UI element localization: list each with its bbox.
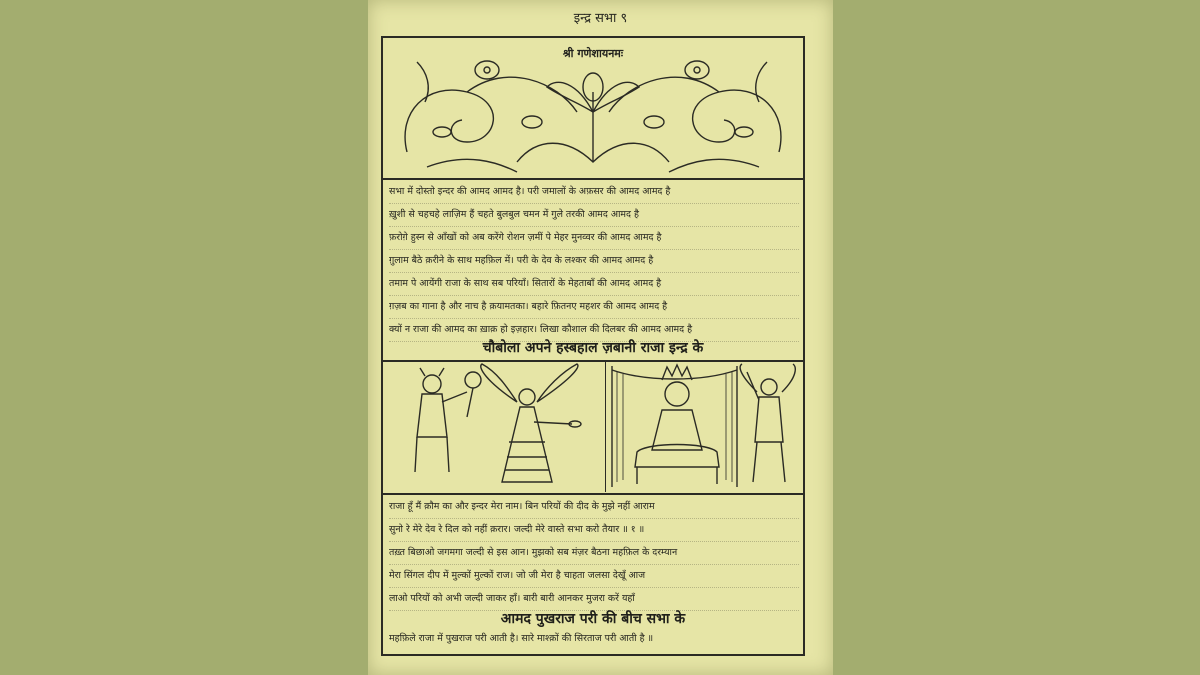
invocation-text: श्री गणेशायनमः	[562, 47, 624, 60]
winged-fairy-figure	[481, 364, 581, 482]
divider	[383, 178, 803, 180]
manuscript-page	[368, 0, 833, 675]
verse-line: ख़ुशी से चहचहे लाज़िम हैं चहते बुलबुल चमन में गुले तरकी आमद आमद है	[389, 204, 799, 227]
section-heading: चौबोला अपने हस्बहाल ज़बानी राजा इन्द्र के	[482, 340, 704, 356]
verse-line: ग़ुलाम बैठे क़रीने के साथ महफ़िल में। परी के देव के लश्कर की आमद आमद है	[389, 250, 799, 273]
verse-line: सुनो रे मेरे देव रे दिल को नहीं क़रार। जल्दी मेरे वास्ते सभा करो तैयार ॥ १ ॥	[389, 519, 799, 542]
illustration-demon-and-fairy	[387, 362, 605, 492]
section-heading: आमद पुखराज परी की बीच सभा के	[500, 611, 686, 627]
enthroned-raja-figure	[635, 365, 719, 484]
illustration-divider	[605, 362, 606, 492]
verse-line: फ़रोग़े हुस्न से आँखों को अब करेंगे रोशन ज़मीं पे मेहर मुनव्वर की आमद आमद है	[389, 227, 799, 250]
illustration-raja-enthroned	[607, 362, 799, 492]
winged-attendant-figure	[740, 364, 795, 482]
verse-line: महफ़िले राजा में पुखराज परी आती है। सारे माश्क़ों की सिरताज परी आती है ॥	[389, 633, 654, 644]
verse-line: लाओ परियों को अभी जल्दी जाकर हाँ। बारी बारी आनकर मुजरा करें यहाँ	[389, 588, 799, 611]
verse-line: ग़ज़ब का गाना है और नाच है क़यामतका। बहारे फ़ितनए महशर की आमद आमद है	[389, 296, 799, 319]
page-frame	[381, 36, 805, 656]
running-header: इन्द्र सभा ९	[573, 11, 628, 26]
verse-line: क्यों न राजा की आमद का ख़ाक़ हो इज़हार। लिखा कौशाल की दिलबर की आमद आमद है	[389, 319, 799, 342]
verse-line: मेरा सिंगल दीप में मुल्कों मुल्कों राज। जो जी मेरा है चाहता जलसा देखूँ आज	[389, 565, 799, 588]
verse-line: राजा हूँ मैं क़ौम का और इन्दर मेरा नाम। बिन परियों की दीद के मुझे नहीं आराम	[389, 496, 799, 519]
verse-line: सभा में दोस्तो इन्दर की आमद आमद है। परी जमालों के अफ़सर की आमद आमद है	[389, 181, 799, 204]
divider	[383, 493, 803, 495]
floral-vine-ornament	[387, 42, 799, 176]
verse-line: तख़्त बिछाओ जगमगा जल्दी से इस आन। मुझको सब मंज़र बैठना महफ़िल के दरम्यान	[389, 542, 799, 565]
verse-line: तमाम पे आयेंगी राजा के साथ सब परियाँ। सितारों के मेहताबाँ की आमद आमद है	[389, 273, 799, 296]
horned-demon-figure	[415, 368, 481, 472]
